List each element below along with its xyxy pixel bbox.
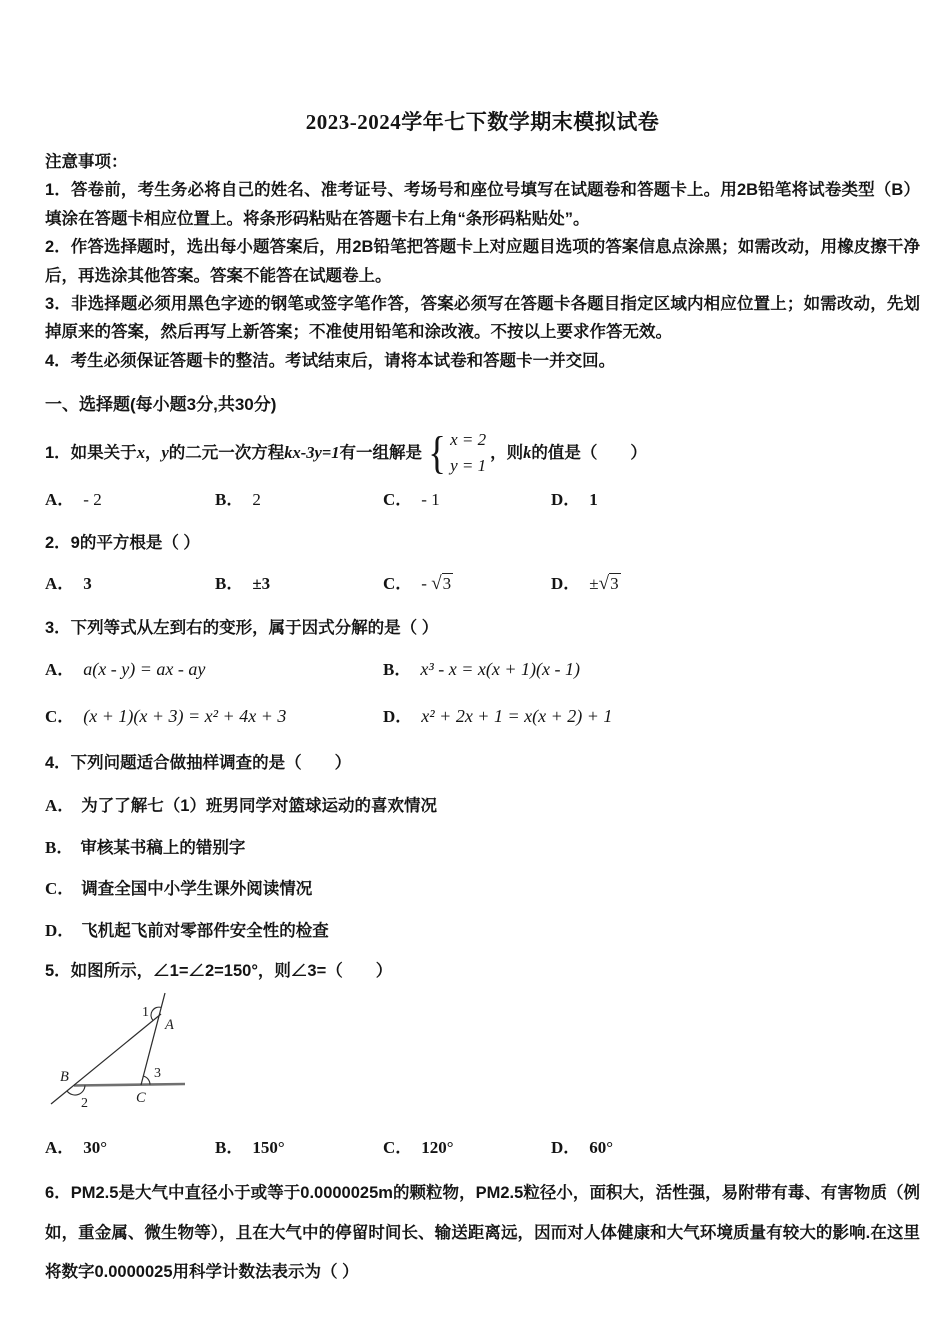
question-2-options (45, 569, 920, 595)
option-label: D． (45, 920, 75, 940)
option-value (589, 574, 620, 593)
math-var-k: k (523, 442, 532, 462)
notice-item-3: 3．非选择题必须用黑色字迹的钢笔或签字笔作答，答案必须写在答题卡各题目指定区域内相应位置上；如需改动，先划掉原来的答案，然后再写上新答案；不准使用铅笔和涂改液。不按以上要求作答无效。 (45, 294, 920, 342)
q1-text-segment: ，则k的值是（ ） (490, 442, 647, 462)
option-value: 为了了解七（1）班男同学对篮球运动的喜欢情况 (81, 797, 437, 816)
option-label: C． (383, 490, 413, 509)
option-label: C． (45, 879, 75, 899)
option-value: - 2 (83, 490, 102, 509)
option-label: A． (45, 1138, 75, 1158)
question-6: 6．PM2.5是大气中直径小于或等于0.0000025m的颗粒物，PM2.5粒径小，面积大，活性强，易附带有毒、有害物质（例如，重金属、微生物等），且在大气中的停留时间长、输送距离远，因而对人体健康和大气环境质量有较大的影响.在这里将数字0.0000025用科学计数法表示为（ ） (45, 1184, 920, 1282)
option-value: - 1 (421, 490, 440, 509)
question-2: 2．9的平方根是（ ） (45, 534, 200, 552)
option-label: B． (45, 837, 74, 857)
option-label: A． (45, 490, 75, 509)
question-3: 3．下列等式从左到右的变形，属于因式分解的是（ ） (45, 619, 439, 638)
option-label: A． (45, 574, 75, 594)
q1-option-a (45, 485, 215, 510)
option-value: 120° (421, 1138, 454, 1158)
option-value: ±3 (252, 574, 271, 594)
q4-option-c (45, 874, 920, 899)
q5-option-c (383, 1133, 551, 1158)
q2-option-c (383, 569, 551, 595)
option-value: 3 (83, 574, 92, 594)
equation-line-1: x = 2 (450, 429, 487, 449)
radicand: 3 (442, 574, 452, 594)
notices-heading: 注意事项： (45, 153, 128, 171)
notice-item-4: 4．考生必须保证答题卡的整洁。考试结束后，请将本试卷和答题卡一并交回。 (45, 351, 616, 370)
notice-item-2: 2．作答选择题时，选出每小题答案后，用2B铅笔把答题卡上对应题目选项的答案信息点涂黑；如需改动，用橡皮擦干净后，再选涂其他答案。答案不能答在试题卷上。 (45, 238, 920, 285)
option-label: A． (45, 659, 75, 679)
question-3-options-row-1 (45, 655, 920, 680)
notice-item-1: 1．答卷前，考生务必将自己的姓名、准考证号、考场号和座位号填写在试题卷和答题卡上。用2B铅笔将试卷类型（B）填涂在答题卡相应位置上。将条形码粘贴在答题卡右上角“条形码粘贴处”。 (45, 181, 920, 228)
q4-option-a (45, 791, 920, 816)
q1-option-d (551, 485, 920, 510)
option-label: B． (383, 659, 412, 679)
q3-option-b (383, 655, 920, 680)
option-label: D． (551, 1138, 581, 1158)
vertex-b-label: B (60, 1069, 69, 1086)
question-5-figure-wrap (45, 990, 920, 1123)
equation-system (426, 427, 486, 480)
radicand: 3 (610, 574, 619, 594)
option-formula: a(x - y) = ax - ay (83, 658, 206, 679)
option-label: A． (45, 796, 75, 816)
question-1-options (45, 485, 920, 510)
option-value: 1 (589, 490, 598, 509)
question-3-options-row-2 (45, 702, 920, 727)
q1-option-b (215, 485, 383, 510)
q5-option-d (551, 1133, 920, 1158)
exam-notices (45, 148, 920, 375)
question-5: 5．如图所示，∠1=∠2=150°，则∠3=（ ） (45, 961, 393, 980)
option-label: B． (215, 574, 244, 594)
option-value: 飞机起飞前对零部件安全性的检查 (81, 921, 329, 940)
option-label: C． (45, 706, 75, 726)
equation-system-lines (450, 427, 486, 480)
question-1 (45, 421, 920, 485)
q1-text-segment: 1．如果关于x，y的二元一次方程kx-3y=1有一组解是 (45, 442, 422, 462)
q3-option-c (45, 702, 383, 727)
q2-option-b (215, 569, 383, 594)
page-title: 2023-2024学年七下数学期末模拟试卷 (305, 110, 660, 134)
triangle-figure (45, 990, 197, 1118)
q2-option-d (551, 569, 920, 595)
option-label: D． (551, 574, 581, 594)
option-formula: x³ - x = x(x + 1)(x - 1) (420, 658, 580, 679)
angle-3-label: 3 (154, 1066, 161, 1082)
angle-2-label: 2 (81, 1096, 88, 1112)
math-var-x: x (136, 442, 145, 462)
option-value: 调查全国中小学生课外阅读情况 (81, 880, 313, 899)
option-label: D． (551, 490, 581, 509)
q5-option-b (215, 1133, 383, 1158)
line-bc-extended (74, 1084, 185, 1086)
option-formula: x² + 2x + 1 = x(x + 2) + 1 (421, 705, 613, 726)
sign-prefix: - (421, 574, 427, 594)
option-value: 150° (252, 1138, 285, 1158)
option-label: D． (383, 706, 413, 726)
option-value: 60° (589, 1138, 614, 1158)
q3-option-d (383, 702, 920, 727)
q5-option-a (45, 1133, 215, 1158)
question-4: 4．下列问题适合做抽样调查的是（ ） (45, 753, 352, 772)
option-label: C． (383, 1138, 413, 1158)
q4-option-d (45, 916, 920, 941)
option-label: B． (215, 490, 244, 509)
sign-prefix: ± (589, 574, 599, 594)
math-var-y: y (161, 442, 169, 462)
sqrt-symbol: √ (598, 573, 610, 595)
q3-option-a (45, 655, 383, 680)
option-value (421, 574, 453, 593)
option-value: 审核某书稿上的错别字 (80, 838, 246, 857)
vertex-c-label: C (136, 1090, 146, 1107)
option-value: 2 (252, 490, 261, 509)
equation-line-2: y = 1 (450, 456, 487, 475)
q4-option-b (45, 833, 920, 858)
option-formula: (x + 1)(x + 3) = x² + 4x + 3 (83, 705, 287, 726)
section-heading: 一、选择题(每小题3分,共30分) (45, 395, 277, 414)
vertex-a-label: A (165, 1017, 174, 1034)
q2-option-a (45, 569, 215, 594)
question-5-options (45, 1133, 920, 1158)
option-label: C． (383, 574, 413, 594)
option-value: 30° (83, 1138, 108, 1158)
angle-1-label: 1 (142, 1005, 149, 1021)
q1-option-c (383, 485, 551, 510)
option-label: B． (215, 1138, 244, 1158)
math-equation: kx-3y=1 (284, 442, 340, 462)
sqrt-symbol: √ (431, 573, 442, 595)
left-brace: { (428, 427, 446, 479)
